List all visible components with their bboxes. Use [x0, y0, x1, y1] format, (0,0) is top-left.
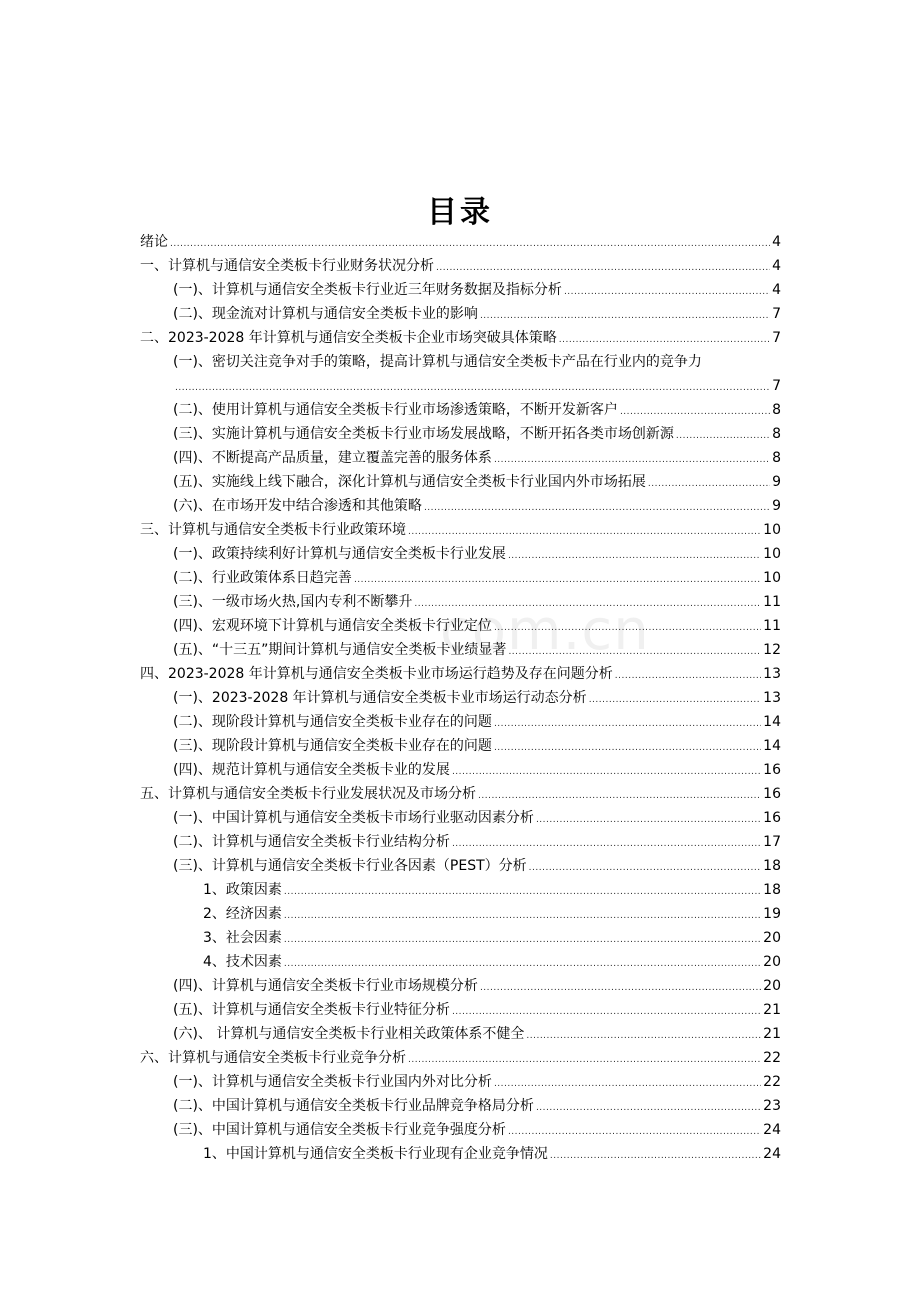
toc-entry[interactable]	[140, 1142, 781, 1166]
toc-entry[interactable]	[140, 326, 781, 350]
toc-entry-page: 8	[772, 450, 781, 466]
toc-entry-title: (四)、规范计算机与通信安全类板卡业的发展	[173, 762, 450, 778]
toc-entry-title: 六、计算机与通信安全类板卡行业竞争分析	[140, 1050, 406, 1066]
toc-entry[interactable]	[140, 302, 781, 326]
toc-entry[interactable]	[140, 902, 781, 926]
toc-entry-page: 14	[763, 714, 781, 730]
toc-entry[interactable]	[140, 734, 781, 758]
toc-entry-page: 20	[763, 978, 781, 994]
toc-entry[interactable]	[140, 470, 781, 494]
toc-leader-dots	[424, 496, 770, 518]
toc-entry[interactable]	[140, 830, 781, 854]
toc-leader-dots	[284, 904, 761, 926]
toc-entry-title: 四、2023-2028 年计算机与通信安全类板卡业市场运行趋势及存在问题分析	[140, 666, 613, 682]
toc-entry[interactable]	[140, 1094, 781, 1118]
toc-entry[interactable]	[140, 254, 781, 278]
toc-leader-dots	[526, 1024, 761, 1046]
toc-entry-page: 9	[772, 498, 781, 514]
toc-entry[interactable]	[140, 398, 781, 422]
toc-entry-title: 1、中国计算机与通信安全类板卡行业现有企业竞争情况	[203, 1146, 548, 1162]
toc-entry[interactable]	[140, 878, 781, 902]
toc-entry[interactable]	[140, 590, 781, 614]
page-title: 目录	[427, 195, 493, 230]
toc-leader-dots	[494, 736, 761, 758]
toc-entry-title: (一)、密切关注竞争对手的策略，提高计算机与通信安全类板卡产品在行业内的竞争力	[173, 354, 702, 370]
toc-entry-page: 8	[772, 426, 781, 442]
toc-entry[interactable]	[140, 230, 781, 254]
toc-leader-dots	[414, 592, 761, 614]
toc-leader-dots	[564, 280, 770, 302]
toc-entry-page: 4	[772, 234, 781, 250]
toc-leader-dots	[452, 1000, 761, 1022]
toc-entry-page: 21	[763, 1002, 781, 1018]
toc-entry[interactable]	[140, 422, 781, 446]
toc-entry[interactable]	[140, 686, 781, 710]
toc-entry-title: (三)、一级市场火热,国内专利不断攀升	[173, 594, 413, 610]
toc-entry-title: 五、计算机与通信安全类板卡行业发展状况及市场分析	[140, 786, 476, 802]
toc-leader-dots	[494, 616, 761, 638]
toc-leader-dots	[452, 832, 761, 854]
toc-entry[interactable]	[140, 518, 781, 542]
toc-leader-dots	[620, 400, 770, 422]
toc-leader-dots	[494, 1072, 761, 1094]
toc-entry-page: 7	[772, 330, 781, 346]
toc-leader-dots	[436, 256, 770, 278]
toc-entry-title: (五)、“十三五”期间计算机与通信安全类板卡业绩显著	[173, 642, 507, 658]
toc-entry-page: 24	[763, 1122, 781, 1138]
toc-entry[interactable]	[140, 278, 781, 302]
toc-entry-page: 19	[763, 906, 781, 922]
toc-entry[interactable]	[140, 542, 781, 566]
toc-entry-page: 17	[763, 834, 781, 850]
toc-entry-page: 24	[763, 1146, 781, 1162]
toc-entry[interactable]	[140, 1046, 781, 1070]
toc-leader-dots	[529, 856, 762, 878]
toc-entry[interactable]	[140, 374, 781, 398]
toc-entry[interactable]	[140, 494, 781, 518]
toc-entry-title: (一)、中国计算机与通信安全类板卡市场行业驱动因素分析	[173, 810, 534, 826]
toc-entry-title: (二)、计算机与通信安全类板卡行业结构分析	[173, 834, 450, 850]
toc-leader-dots	[354, 568, 761, 590]
toc-entry[interactable]	[140, 974, 781, 998]
toc-leader-dots	[170, 232, 770, 254]
toc-entry-page: 4	[772, 282, 781, 298]
toc-entry-page: 18	[763, 858, 781, 874]
toc-entry-page: 13	[763, 666, 781, 682]
toc-entry-title: (五)、计算机与通信安全类板卡行业特征分析	[173, 1002, 450, 1018]
toc-entry[interactable]	[140, 638, 781, 662]
toc-entry-title: 绪论	[140, 234, 168, 250]
toc-leader-dots	[284, 880, 761, 902]
toc-entry[interactable]	[140, 614, 781, 638]
toc-entry-page: 13	[763, 690, 781, 706]
toc-leader-dots	[508, 544, 761, 566]
toc-leader-dots	[494, 448, 770, 470]
toc-entry-title: (一)、计算机与通信安全类板卡行业近三年财务数据及指标分析	[173, 282, 562, 298]
toc-entry-page: 11	[763, 618, 781, 634]
toc-entry-title: 一、计算机与通信安全类板卡行业财务状况分析	[140, 258, 434, 274]
toc-entry-title: (二)、现金流对计算机与通信安全类板卡业的影响	[173, 306, 478, 322]
toc-entry[interactable]	[140, 950, 781, 974]
toc-entry[interactable]	[140, 1070, 781, 1094]
toc-entry-page: 10	[763, 522, 781, 538]
toc-entry-title: (四)、宏观环境下计算机与通信安全类板卡行业定位	[173, 618, 492, 634]
toc-entry[interactable]	[140, 854, 781, 878]
toc-entry-page: 23	[763, 1098, 781, 1114]
toc-entry-title: 2、经济因素	[203, 906, 282, 922]
toc-entry-title: (四)、不断提高产品质量，建立覆盖完善的服务体系	[173, 450, 492, 466]
toc-entry-page: 16	[763, 762, 781, 778]
toc-leader-dots	[589, 688, 761, 710]
toc-entry-title: (一)、2023-2028 年计算机与通信安全类板卡业市场运行动态分析	[173, 690, 587, 706]
toc-leader-dots	[175, 376, 770, 398]
toc-entry-title: (二)、行业政策体系日趋完善	[173, 570, 352, 586]
toc-leader-dots	[615, 664, 761, 686]
toc-entry[interactable]	[140, 806, 781, 830]
table-of-contents	[140, 230, 781, 1166]
toc-entry-title: (六)、 计算机与通信安全类板卡行业相关政策体系不健全	[173, 1026, 525, 1042]
toc-entry[interactable]	[140, 782, 781, 806]
toc-entry-title: (二)、中国计算机与通信安全类板卡行业品牌竞争格局分析	[173, 1098, 534, 1114]
watermark: com.cn	[440, 598, 650, 663]
toc-entry-page: 11	[763, 594, 781, 610]
toc-leader-dots	[536, 808, 761, 830]
toc-entry[interactable]	[140, 566, 781, 590]
toc-leader-dots	[550, 1144, 761, 1166]
toc-entry-page: 16	[763, 810, 781, 826]
toc-entry-title: (一)、计算机与通信安全类板卡行业国内外对比分析	[173, 1074, 492, 1090]
toc-entry-title: 二、2023-2028 年计算机与通信安全类板卡企业市场突破具体策略	[140, 330, 557, 346]
toc-leader-dots	[508, 1120, 761, 1142]
toc-entry-page: 21	[763, 1026, 781, 1042]
toc-leader-dots	[284, 952, 761, 974]
toc-leader-dots	[494, 712, 761, 734]
toc-entry-page: 10	[763, 546, 781, 562]
toc-entry-page: 22	[763, 1074, 781, 1090]
toc-leader-dots	[508, 640, 761, 662]
toc-entry-title: (三)、计算机与通信安全类板卡行业各因素（PEST）分析	[173, 858, 527, 874]
toc-entry-page: 14	[763, 738, 781, 754]
toc-leader-dots	[536, 1096, 761, 1118]
toc-entry-title: (三)、现阶段计算机与通信安全类板卡业存在的问题	[173, 738, 492, 754]
toc-leader-dots	[648, 472, 770, 494]
toc-entry[interactable]	[140, 758, 781, 782]
toc-entry-page: 4	[772, 258, 781, 274]
toc-entry-page: 22	[763, 1050, 781, 1066]
toc-leader-dots	[452, 760, 761, 782]
toc-entry[interactable]	[140, 710, 781, 734]
toc-entry-title: (三)、中国计算机与通信安全类板卡行业竞争强度分析	[173, 1122, 506, 1138]
toc-entry-page: 7	[772, 378, 781, 394]
toc-entry-title: (三)、实施计算机与通信安全类板卡行业市场发展战略，不断开拓各类市场创新源	[173, 426, 674, 442]
toc-entry-page: 10	[763, 570, 781, 586]
toc-entry[interactable]	[140, 1022, 781, 1046]
toc-leader-dots	[408, 1048, 761, 1070]
toc-entry-title: (六)、在市场开发中结合渗透和其他策略	[173, 498, 422, 514]
toc-entry[interactable]	[140, 998, 781, 1022]
toc-entry-title: (二)、现阶段计算机与通信安全类板卡业存在的问题	[173, 714, 492, 730]
toc-entry-page: 20	[763, 930, 781, 946]
toc-entry-page: 16	[763, 786, 781, 802]
toc-leader-dots	[408, 520, 761, 542]
toc-leader-dots	[480, 304, 770, 326]
toc-entry[interactable]	[140, 446, 781, 470]
toc-leader-dots	[478, 784, 761, 806]
toc-entry-title: 1、政策因素	[203, 882, 282, 898]
toc-entry-page: 12	[763, 642, 781, 658]
toc-leader-dots	[676, 424, 770, 446]
toc-entry[interactable]	[140, 926, 781, 950]
toc-entry-title: (一)、政策持续利好计算机与通信安全类板卡行业发展	[173, 546, 506, 562]
toc-entry-title: 4、技术因素	[203, 954, 282, 970]
toc-entry-title: 三、计算机与通信安全类板卡行业政策环境	[140, 522, 406, 538]
toc-entry[interactable]	[140, 1118, 781, 1142]
toc-leader-dots	[559, 328, 770, 350]
toc-entry-page: 20	[763, 954, 781, 970]
toc-entry-page: 7	[772, 306, 781, 322]
toc-leader-dots	[284, 928, 761, 950]
toc-leader-dots	[480, 976, 761, 998]
toc-entry-page: 8	[772, 402, 781, 418]
toc-entry-title: (五)、实施线上线下融合，深化计算机与通信安全类板卡行业国内外市场拓展	[173, 474, 646, 490]
toc-entry[interactable]	[140, 662, 781, 686]
toc-entry-page: 18	[763, 882, 781, 898]
toc-entry-title: 3、社会因素	[203, 930, 282, 946]
toc-entry[interactable]	[140, 350, 781, 374]
toc-entry-title: (二)、使用计算机与通信安全类板卡行业市场渗透策略，不断开发新客户	[173, 402, 618, 418]
toc-entry-page: 9	[772, 474, 781, 490]
toc-entry-title: (四)、计算机与通信安全类板卡行业市场规模分析	[173, 978, 478, 994]
